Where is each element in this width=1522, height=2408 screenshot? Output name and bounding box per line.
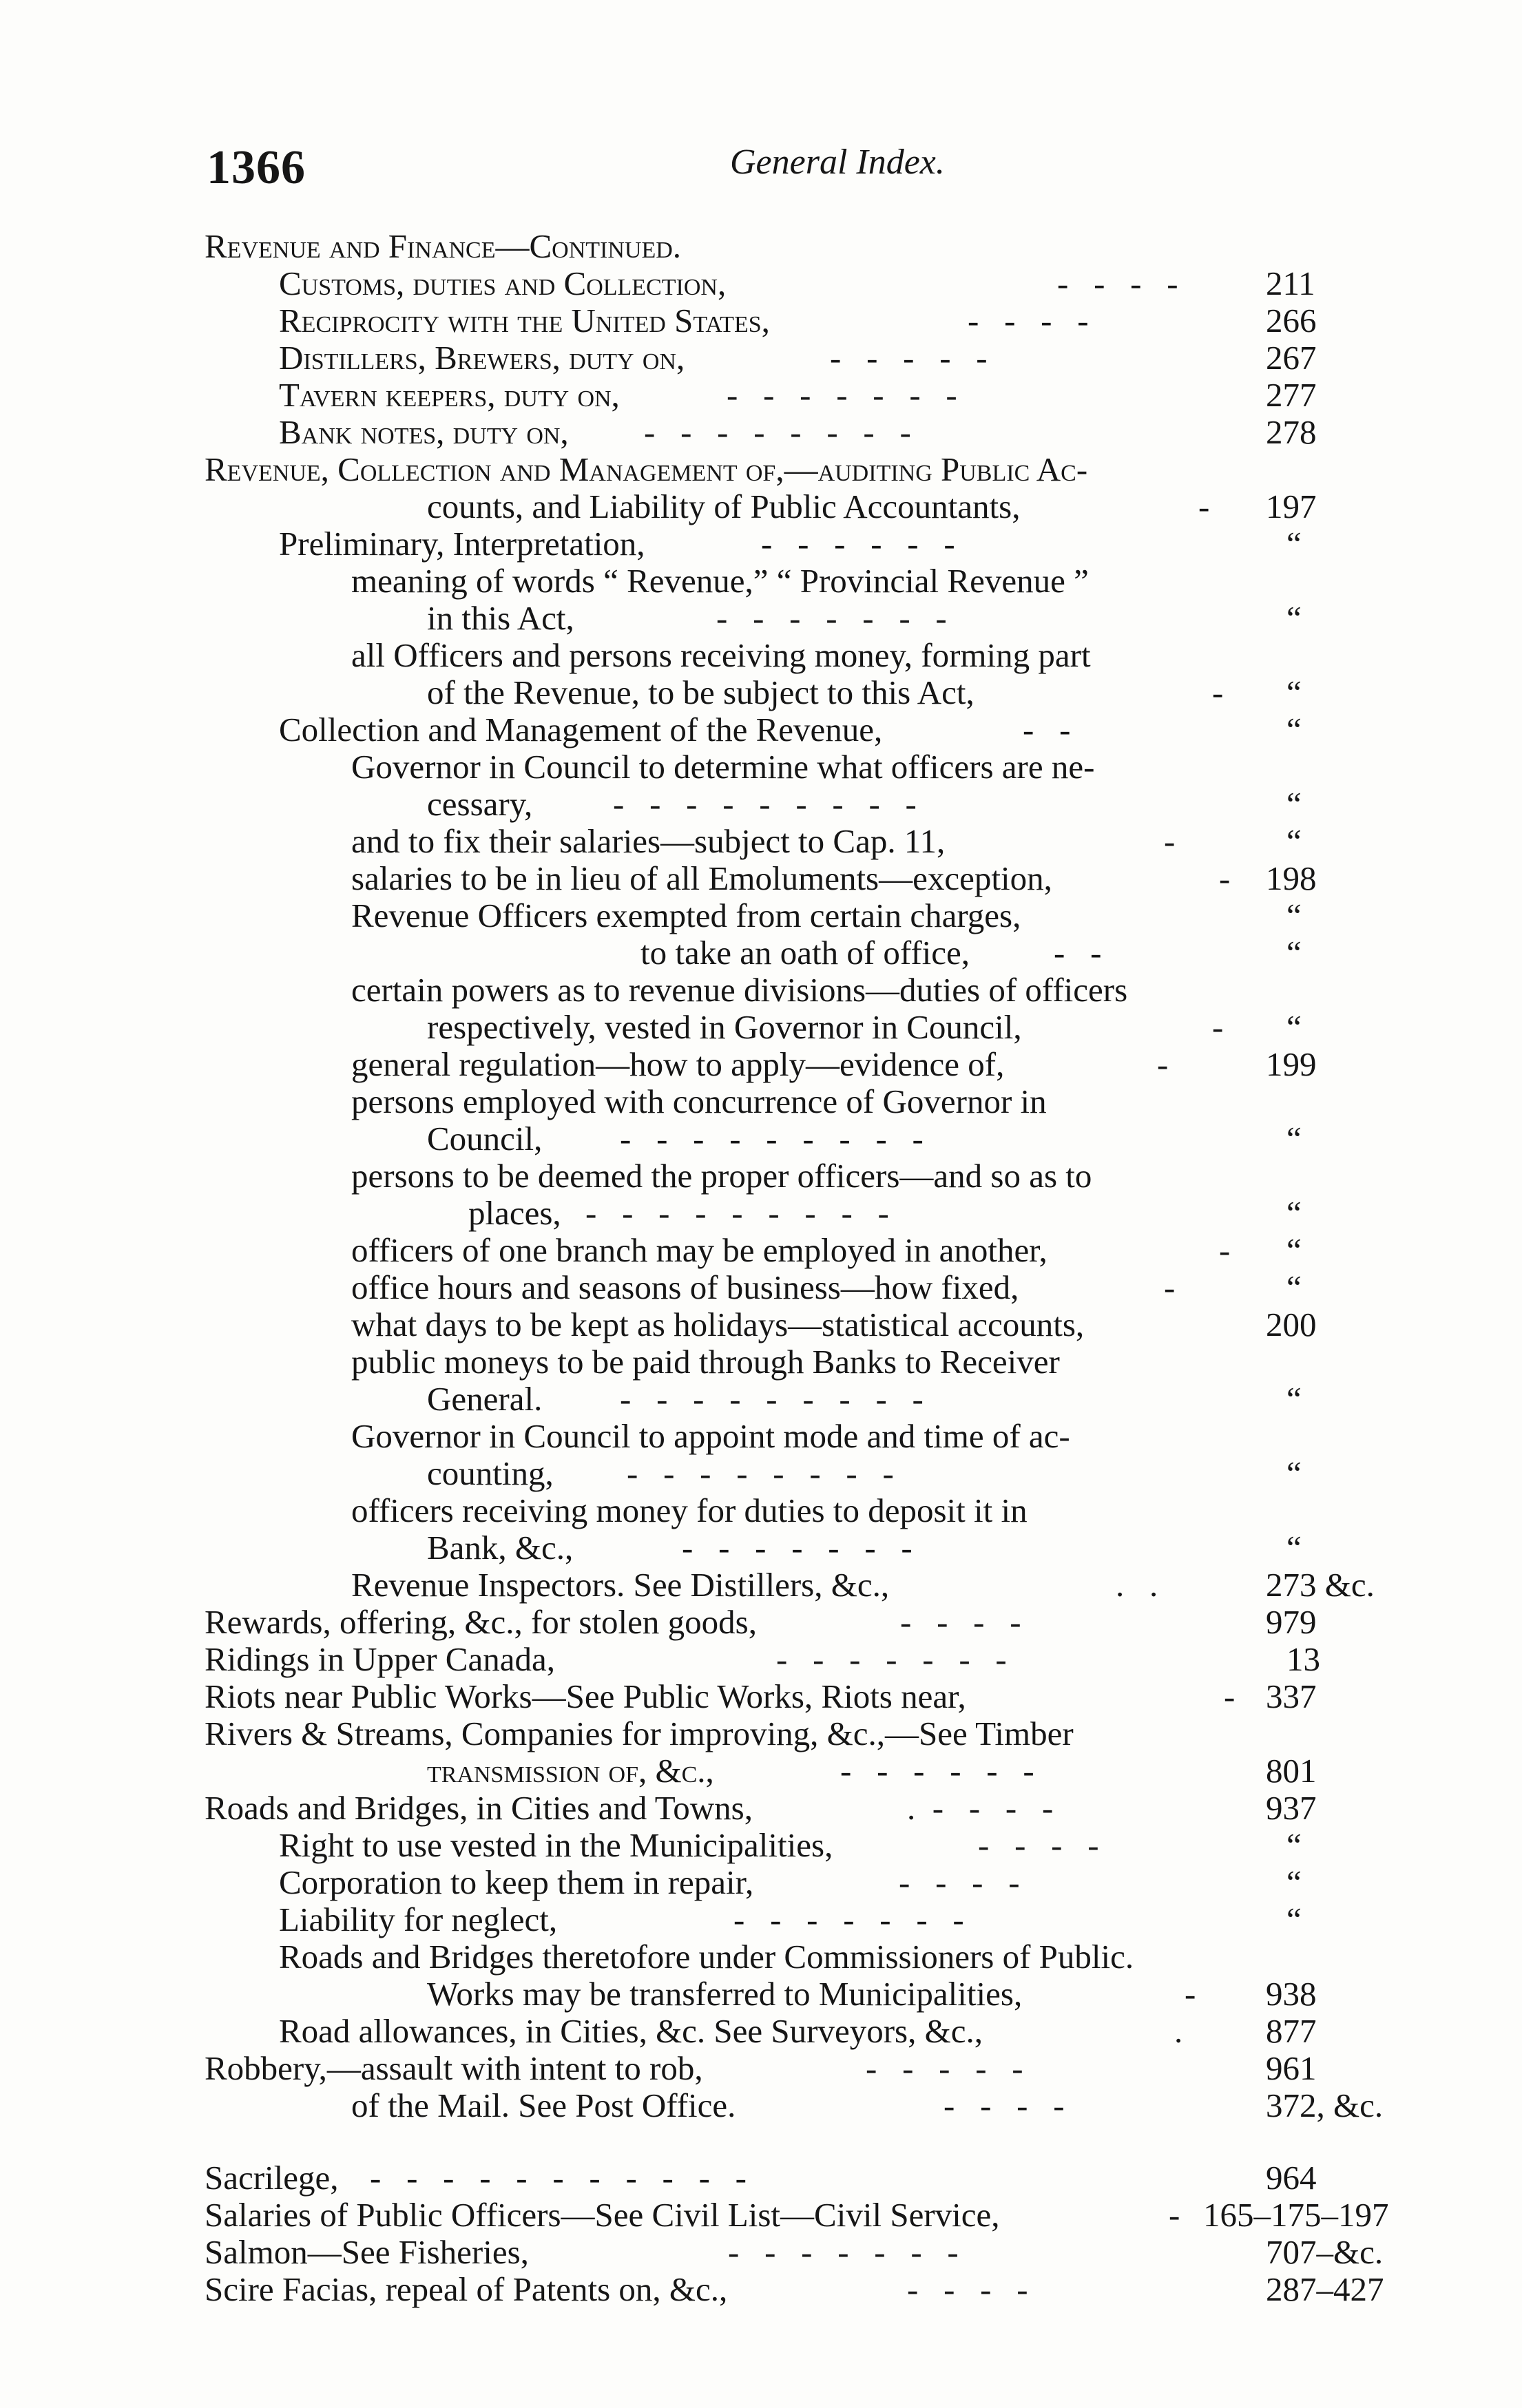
entry-leaders: - - - - - - - <box>776 1640 1007 1678</box>
entry-text: Rewards, offering, &c., for stolen goods, <box>205 1603 757 1641</box>
entry-text: meaning of words “ Revenue,” “ Provincial Revenue ” <box>351 562 1089 600</box>
entry-text: Road allowances, in Cities, &c. See Surveyors, &c., <box>279 2012 983 2050</box>
entry-text: Revenue Inspectors. See Distillers, &c., <box>351 1566 890 1604</box>
entry-text: all Officers and persons receiving money, forming part <box>351 636 1091 674</box>
entry-text: Reciprocity with the United States, <box>279 302 770 339</box>
entry-text: and to fix their salaries—subject to Cap. 11, <box>351 822 946 860</box>
entry-leaders: - - - - - - - <box>728 2233 959 2271</box>
entry-page: 13 <box>1286 1640 1320 1678</box>
entry-text: Tavern keepers, duty on, <box>279 376 620 414</box>
entry-leaders: - - - - - - - - - <box>585 1194 889 1232</box>
entry-text: Bank, &c., <box>427 1529 574 1567</box>
entry-page: 199 <box>1266 1045 1317 1083</box>
entry-text: Collection and Management of the Revenue, <box>279 711 883 748</box>
entry-leaders: - - - - - - - - <box>627 1454 894 1492</box>
entry-page: “ <box>1286 822 1302 860</box>
page-number: 1366 <box>207 141 306 194</box>
entry-leaders: - - - - - - - - - <box>620 1120 924 1158</box>
entry-page: 197 <box>1266 488 1317 525</box>
entry-text: persons to be deemed the proper officers—and so as to <box>351 1157 1092 1195</box>
entry-page: “ <box>1286 1194 1302 1232</box>
entry-leaders: - - - - - - - - <box>644 413 911 451</box>
entry-text: Governor in Council to determine what officers are ne- <box>351 748 1095 786</box>
entry-text: what days to be kept as holidays—statistical accounts, <box>351 1306 1085 1343</box>
entry-leaders: - - - - - - <box>840 1752 1034 1790</box>
entry-leaders: - - - - - - - - - - - <box>370 2159 747 2197</box>
entry-leaders: - - - - - - <box>761 525 955 563</box>
entry-page: 287–427 <box>1266 2270 1384 2308</box>
entry-page: “ <box>1286 673 1302 711</box>
entry-text: Right to use vested in the Municipalities, <box>279 1826 833 1864</box>
entry-text: Roads and Bridges theretofore under Commissioners of Public. <box>279 1938 1134 1976</box>
entry-text: of the Revenue, to be subject to this Act, <box>427 673 974 711</box>
page-header <box>0 123 1522 205</box>
entry-page: 979 <box>1266 1603 1317 1641</box>
entry-leaders: - - <box>1054 934 1102 972</box>
entry-text: in this Act, <box>427 599 574 637</box>
entry-leaders: - - - - <box>900 1603 1021 1641</box>
entry-text: Revenue, Collection and Management of,—auditing Public Ac- <box>205 450 1088 488</box>
running-title: General Index. <box>730 143 945 182</box>
entry-leaders: - - - - <box>968 302 1089 339</box>
entry-page: 707–&c. <box>1266 2233 1384 2271</box>
entry-text: Rivers & Streams, Companies for improving, &c.,—See Timber <box>205 1715 1074 1752</box>
entry-leaders: - - - - <box>944 2086 1065 2124</box>
entry-text: Ridings in Upper Canada, <box>205 1640 555 1678</box>
entry-page: “ <box>1286 934 1302 972</box>
entry-page: “ <box>1286 1826 1302 1864</box>
entry-text: salaries to be in lieu of all Emoluments—exception, <box>351 859 1052 897</box>
entry-text: persons employed with concurrence of Governor in <box>351 1082 1047 1120</box>
entry-leaders: - <box>1169 2196 1180 2234</box>
entry-page: “ <box>1286 1008 1302 1046</box>
entry-text: respectively, vested in Governor in Council, <box>427 1008 1022 1046</box>
entry-page: 198 <box>1266 859 1317 897</box>
entry-page: 937 <box>1266 1789 1317 1827</box>
entry-leaders: - <box>1164 822 1176 860</box>
entry-page: “ <box>1286 897 1302 934</box>
entry-page: 372, &c. <box>1266 2086 1384 2124</box>
entry-text: Salaries of Public Officers—See Civil List—Civil Service, <box>205 2196 1000 2234</box>
entry-page: “ <box>1286 525 1302 563</box>
entry-text: Liability for neglect, <box>279 1901 558 1938</box>
entry-text: Revenue and Finance—Continued. <box>205 227 682 265</box>
entry-leaders: - <box>1157 1045 1169 1083</box>
entry-text: Scire Facias, repeal of Patents on, &c., <box>205 2270 728 2308</box>
entry-page: 964 <box>1266 2159 1317 2197</box>
entry-text: counts, and Liability of Public Accountants, <box>427 488 1021 525</box>
entry-page: 801 <box>1266 1752 1317 1790</box>
entry-leaders: - <box>1164 1268 1176 1306</box>
entry-text: Works may be transferred to Municipalities, <box>427 1975 1023 2013</box>
entry-page: “ <box>1286 1231 1302 1269</box>
entry-page: “ <box>1286 1901 1302 1938</box>
entry-leaders: - - - - <box>899 1863 1020 1901</box>
entry-page: 200 <box>1266 1306 1317 1343</box>
entry-text: certain powers as to revenue divisions—duties of officers <box>351 971 1128 1009</box>
entry-text: places, <box>468 1194 561 1232</box>
entry-leaders: - - - - - - - <box>682 1529 913 1567</box>
entry-leaders: - - - - <box>1057 264 1178 302</box>
entry-leaders: - <box>1212 673 1224 711</box>
entry-text: Council, <box>427 1120 543 1158</box>
entry-page: 273 &c. <box>1266 1566 1375 1604</box>
entry-text: Preliminary, Interpretation, <box>279 525 645 563</box>
entry-text: Roads and Bridges, in Cities and Towns, <box>205 1789 753 1827</box>
entry-text: Salmon—See Fisheries, <box>205 2233 529 2271</box>
entry-leaders: - <box>1219 859 1231 897</box>
entry-page: “ <box>1286 1120 1302 1158</box>
entry-leaders: - - - - <box>907 2270 1028 2308</box>
entry-text: officers of one branch may be employed in another, <box>351 1231 1047 1269</box>
entry-page: “ <box>1286 599 1302 637</box>
entry-text: Sacrilege, <box>205 2159 339 2197</box>
entry-text: Distillers, Brewers, duty on, <box>279 339 685 377</box>
entry-page: 938 <box>1266 1975 1317 2013</box>
entry-text: Governor in Council to appoint mode and time of ac- <box>351 1417 1070 1455</box>
entry-page: “ <box>1286 1454 1302 1492</box>
entry-leaders: - - - - - <box>830 339 988 377</box>
entry-leaders: . - - - - <box>907 1789 1054 1827</box>
entry-page: 165–175–197 <box>1203 2196 1389 2234</box>
entry-leaders: - <box>1198 488 1210 525</box>
entry-text: Riots near Public Works—See Public Works, Riots near, <box>205 1677 966 1715</box>
entry-page: 277 <box>1266 376 1317 414</box>
entry-page: 211 <box>1266 264 1315 302</box>
entry-leaders: - <box>1219 1231 1231 1269</box>
entry-leaders: - - - - - - - - - <box>613 785 917 823</box>
entry-page: “ <box>1286 1529 1302 1567</box>
entry-leaders: - <box>1224 1677 1236 1715</box>
entry-text: general regulation—how to apply—evidence of, <box>351 1045 1005 1083</box>
entry-text: public moneys to be paid through Banks to Receiver <box>351 1343 1060 1381</box>
entry-text: Robbery,—assault with intent to rob, <box>205 2049 703 2087</box>
entry-page: “ <box>1286 1380 1302 1418</box>
entry-text: cessary, <box>427 785 533 823</box>
entry-page: “ <box>1286 1863 1302 1901</box>
entry-text: Corporation to keep them in repair, <box>279 1863 754 1901</box>
entry-page: “ <box>1286 1268 1302 1306</box>
entry-text: officers receiving money for duties to deposit it in <box>351 1491 1028 1529</box>
entry-leaders: - - - - - - - <box>733 1901 964 1938</box>
entry-page: 961 <box>1266 2049 1317 2087</box>
entry-page: 337 <box>1266 1677 1317 1715</box>
entry-text: Revenue Officers exempted from certain charges, <box>351 897 1021 934</box>
entry-text: transmission of, &c., <box>427 1752 714 1790</box>
entry-text: General. <box>427 1380 543 1418</box>
entry-leaders: . . <box>1116 1566 1158 1604</box>
entry-leaders: . <box>1174 2012 1183 2050</box>
entry-page: “ <box>1286 785 1302 823</box>
entry-leaders: - - - - - - - - - <box>620 1380 924 1418</box>
entry-leaders: - - - - - - - <box>716 599 947 637</box>
entry-page: 267 <box>1266 339 1317 377</box>
entry-page: 266 <box>1266 302 1317 339</box>
entry-text: counting, <box>427 1454 554 1492</box>
entry-page: 877 <box>1266 2012 1317 2050</box>
entry-page: “ <box>1286 711 1302 748</box>
entry-text: office hours and seasons of business—how fixed, <box>351 1268 1019 1306</box>
entry-leaders: - - - - - - - <box>727 376 957 414</box>
entry-text: Customs, duties and Collection, <box>279 264 727 302</box>
entry-leaders: - <box>1212 1008 1224 1046</box>
entry-text: to take an oath of office, <box>640 934 970 972</box>
entry-leaders: - <box>1185 1975 1196 2013</box>
entry-page: 278 <box>1266 413 1317 451</box>
entry-leaders: - - <box>1023 711 1071 748</box>
entry-leaders: - - - - - <box>866 2049 1023 2087</box>
entry-text: Bank notes, duty on, <box>279 413 569 451</box>
entry-leaders: - - - - <box>978 1826 1099 1864</box>
entry-text: of the Mail. See Post Office. <box>351 2086 736 2124</box>
